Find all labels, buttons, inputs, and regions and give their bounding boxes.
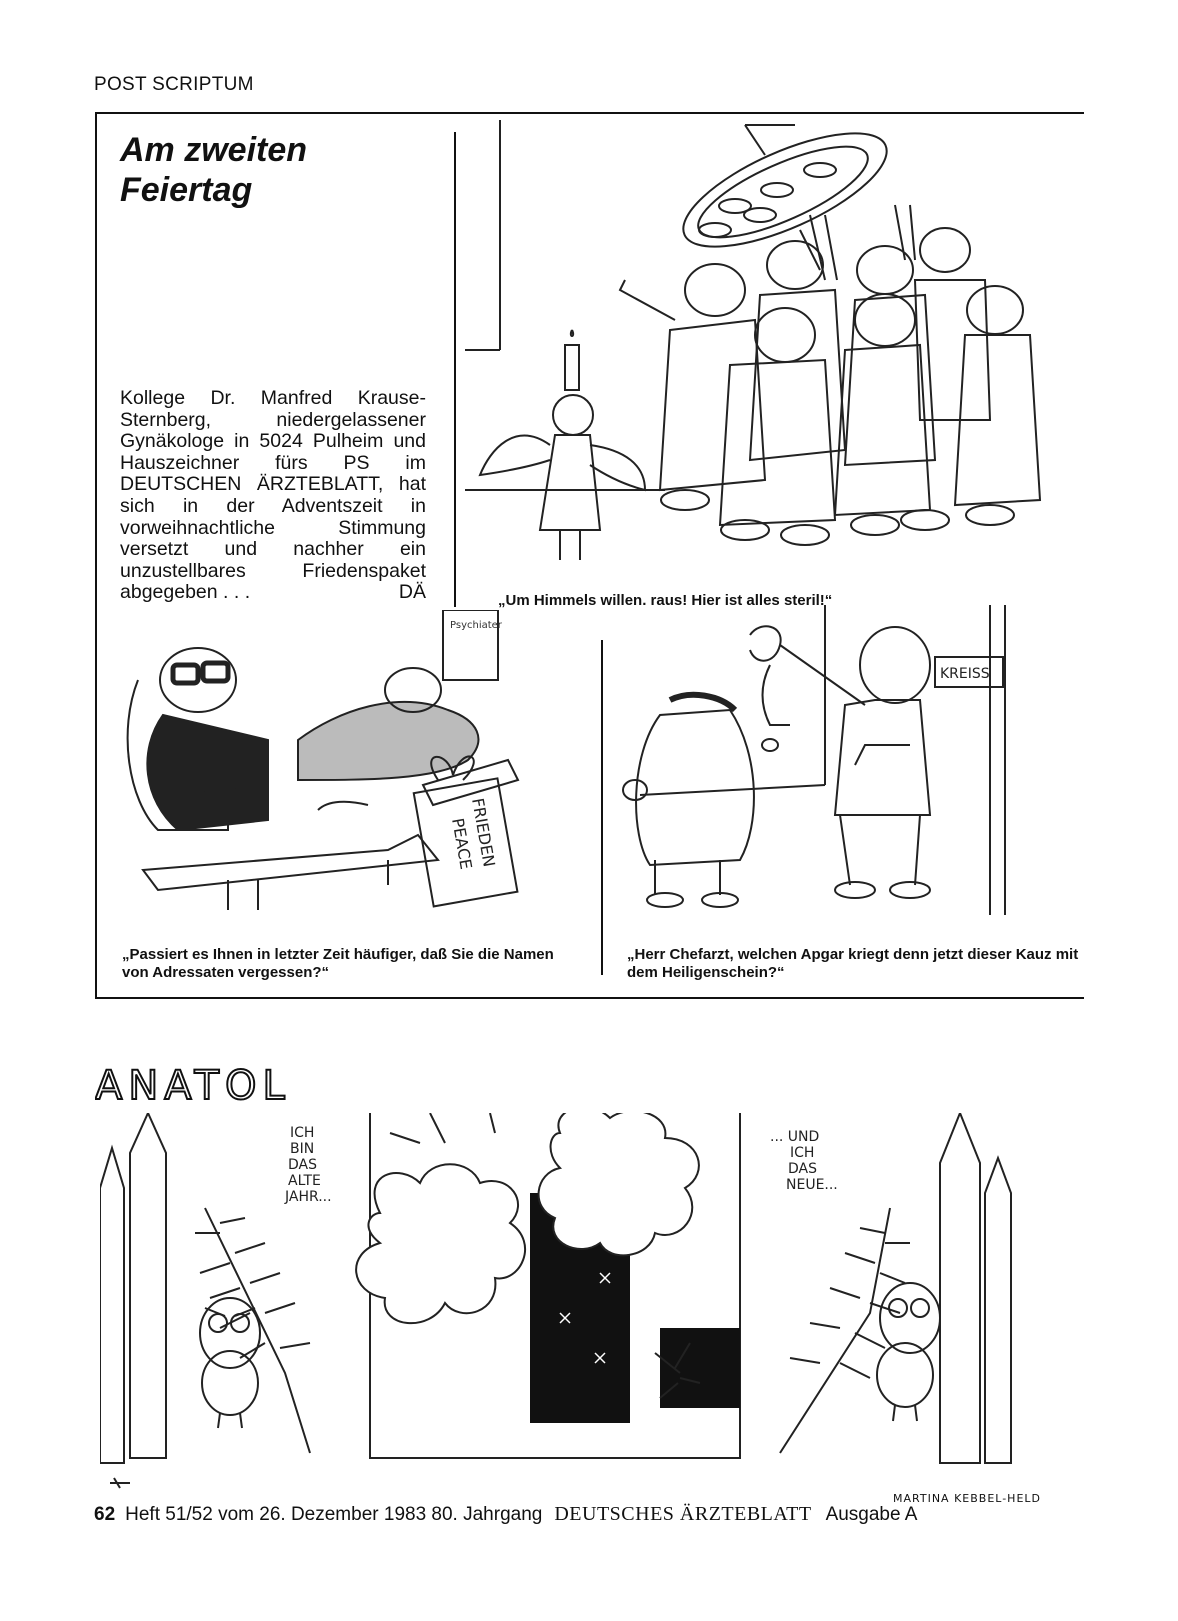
cartoon-caption: „Herr Chefarzt, welchen Apgar kriegt denn jetzt dieser Kauz mit dem Heiligenschein?“ (627, 946, 1079, 981)
right-bubble-line: ... UND (770, 1129, 820, 1145)
column-divider (601, 640, 603, 975)
left-bubble-line: BIN (290, 1141, 315, 1157)
cartoon-chief-doctor (610, 605, 1080, 935)
cartoon-psychiatrist-santa (118, 610, 578, 930)
comic-title-text: ANATOL (95, 1063, 291, 1107)
left-bubble-line: DAS (288, 1157, 317, 1173)
frame-bottom-rule (95, 997, 1084, 999)
column-divider (454, 132, 456, 607)
frame-left-rule (95, 112, 97, 999)
frame-top-rule (95, 112, 1084, 114)
comic-title (95, 1063, 315, 1107)
left-bubble-line: ALTE (288, 1173, 321, 1189)
comic-signature: MARTINA KEBBEL-HELD (893, 1492, 1042, 1505)
edition: Ausgabe A (825, 1504, 918, 1525)
right-bubble-line: NEUE... (786, 1177, 838, 1193)
issue-info: Heft 51/52 vom 26. Dezember 1983 80. Jahrgang (125, 1504, 543, 1525)
right-bubble-line: ICH (790, 1145, 815, 1161)
intro-text: Kollege Dr. Manfred Krause-Sternberg, niedergelassener Gynäkologe in 5024 Pulheim und Hauszeichner fürs PS im DEUTSCHEN ÄRZTEBLATT, hat sich in der Adventszeit in vorweihnachtliche Stimmung versetzt und nachher ein unzustellbares Friedenspaket abgegeben . . . (120, 387, 426, 604)
page-number: 62 (94, 1504, 116, 1525)
left-bubble-line: ICH (290, 1125, 315, 1141)
right-bubble (770, 1129, 838, 1193)
cartoon-caption: „Um Himmels willen, raus! Hier ist alles steril!“ (498, 592, 833, 609)
package-text-frieden: FRIEDEN (468, 796, 499, 869)
section-label: POST SCRIPTUM (94, 74, 254, 95)
psychiatrist-sign-text: Psychiater (450, 620, 502, 631)
left-bubble (284, 1125, 332, 1205)
feature-title: Am zweiten Feiertag (120, 131, 308, 209)
cartoon-caption: „Passiert es Ihnen in letzter Zeit häufiger, daß Sie die Namen von Adressaten vergessen?“ (122, 946, 554, 981)
package-text-peace: PEACE (448, 816, 476, 871)
feature-intro (120, 388, 426, 604)
left-bubble-line: JAHR... (285, 1189, 332, 1205)
page-footer (94, 1503, 917, 1526)
journal-name: DEUTSCHES ÄRZTEBLATT (554, 1503, 812, 1525)
intro-signature: DÄ (398, 581, 426, 604)
right-bubble-line: DAS (788, 1161, 817, 1177)
comic-strip (100, 1113, 1080, 1493)
cartoon-operating-room (465, 120, 1065, 580)
door-sign-text: KREISS (940, 666, 990, 682)
